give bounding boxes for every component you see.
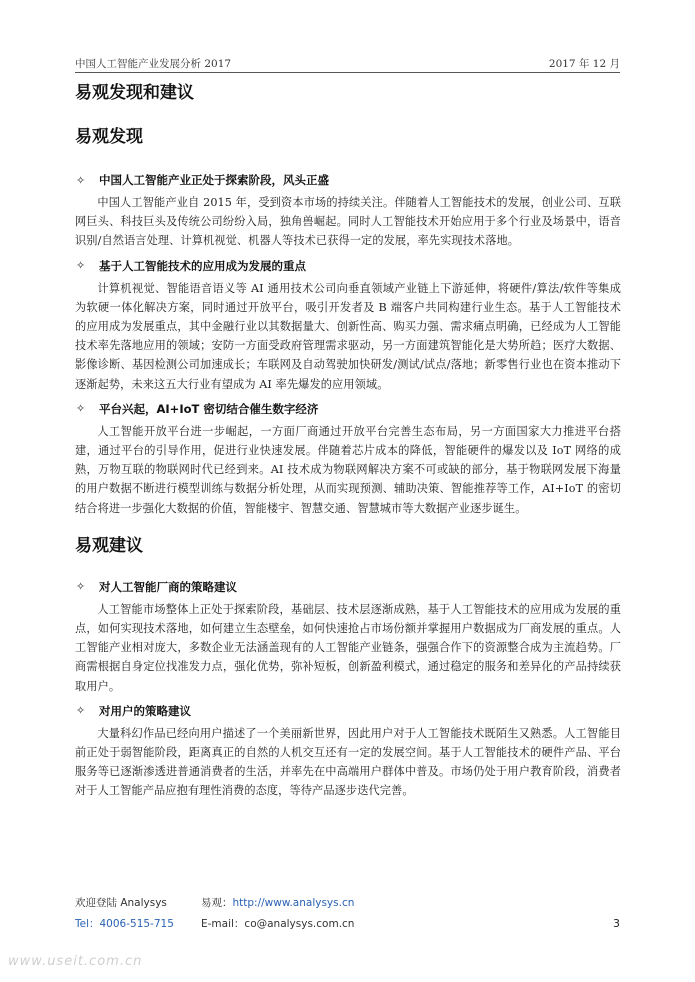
- diamond-bullet-icon: ✧: [76, 259, 86, 273]
- footer-site-label: 易观：: [201, 897, 233, 909]
- footer-tel[interactable]: Tel：4006-515-715: [75, 918, 174, 930]
- suggestion-heading-2: [75, 700, 621, 722]
- footer-site: [201, 895, 620, 910]
- suggestions-title: 易观建议: [75, 535, 143, 556]
- suggestion-heading-text: 对用户的策略建议: [99, 703, 191, 718]
- page-number: 3: [613, 917, 620, 930]
- suggestion-paragraph-2: 大量科幻作品已经向用户描述了一个美丽新世界，因此用户对于人工智能技术既陌生又熟悉。人工智能目前正处于弱智能阶段，距离真正的自然的人机交互还有一定的发展空间。基于人工智能技术的硬件产品、平台服务等已逐渐渗透进普通消费者的生活，并率先在中高端用户群体中普及。市场仍处于用户教育阶段，消费者对于人工智能产品应抱有理性消费的态度，等待产品逐步迭代完善。: [75, 726, 621, 798]
- header-title: 中国人工智能产业发展分析 2017: [75, 58, 232, 70]
- diamond-bullet-icon: ✧: [76, 402, 86, 416]
- diamond-bullet-icon: ✧: [76, 173, 86, 187]
- suggestion-paragraph-1: 人工智能市场整体上正处于探索阶段，基础层、技术层逐渐成熟，基于人工智能技术的应用成为发展的重点，如何实现技术落地，如何建立生态壁垒，如何快速抢占市场份额并掌握用户数据成为厂商发展的重点。人工智能产业相对庞大，多数企业无法涵盖现有的人工智能产业链条，强强合作下的资源整合成为主流趋势。厂商需根据自身定位找准发力点，强化优势，弥补短板，创新盈利模式，通过稳定的服务和差异化的产品持续获取用户。: [75, 602, 621, 693]
- finding-heading-1: [75, 169, 621, 191]
- finding-paragraph-2: 计算机视觉、智能语音语义等 AI 通用技术公司向垂直领域产业链上下游延伸，将硬件/算法/软件等集成为软硬一体化解决方案，同时通过开放平台，吸引开发者及 B 端客户共同构建行业生态。基于人工智能技术的应用成为发展重点，其中金融行业以其数据量大、创新性高、购买力强、需求痛点明确，已经成为人工智能技术率先落地应用的领域；安防一方面受政府管理需求驱动，另一方面建筑智能化是大势所趋；医疗大数据、影像诊断、基因检测公司加速成长；车联网及自动驾驶加快研发/测试/试点/落地；新零售行业也在资本推动下逐渐起势，未来这五大行业有望成为 AI 率先爆发的应用领域。: [75, 281, 621, 391]
- finding-paragraph-3: 人工智能开放平台进一步崛起，一方面厂商通过开放平台完善生态布局，另一方面国家大力推进平台搭建，通过平台的引导作用，促进行业快速发展。伴随着芯片成本的降低，智能硬件的爆发以及 IoT 网络的成熟，万物互联的物联网时代已经到来。AI 技术成为物联网解决方案不可或缺的部分，基于物联网发展下海量的用户数据不断进行模型训练与数据分析处理，从而实现预测、辅助决策、智能推荐等工作，AI+IoT 的密切结合将进一步强化大数据的价值，智能楼宇、智慧交通、智慧城市等大数据产业逐步诞生。: [75, 424, 621, 515]
- page-footer: [75, 892, 620, 934]
- page-title: 易观发现和建议: [75, 83, 194, 103]
- finding-heading-text: 基于人工智能技术的应用成为发展的重点: [99, 258, 306, 273]
- finding-heading-text: 平台兴起，AI+IoT 密切结合催生数字经济: [99, 401, 319, 416]
- header-rule: [75, 72, 620, 73]
- footer-row-2: [75, 913, 620, 934]
- footer-row-1: [75, 892, 620, 913]
- suggestion-heading-text: 对人工智能厂商的策略建议: [99, 579, 237, 594]
- finding-heading-text: 中国人工智能产业正处于探索阶段，风头正盛: [99, 173, 329, 187]
- footer-welcome: 欢迎登陆 Analysys: [75, 897, 167, 909]
- finding-paragraph-1: 中国人工智能产业自 2015 年，受到资本市场的持续关注。伴随着人工智能技术的发展，创业公司、互联网巨头、科技巨头及传统公司纷纷入局，独角兽崛起。同时人工智能技术开始应用于多个行业及场景中，语音识别/自然语言处理、计算机视觉、机器人等技术已获得一定的发展，率先实现技术落地。: [75, 196, 621, 248]
- running-header: [75, 57, 620, 71]
- header-date: 2017 年 12 月: [548, 58, 620, 70]
- footer-site-link[interactable]: http://www.analysys.cn: [232, 897, 355, 909]
- diamond-bullet-icon: ✧: [76, 580, 86, 594]
- page-body: [75, 76, 621, 801]
- finding-heading-3: [75, 398, 621, 420]
- suggestion-heading-1: [75, 576, 621, 598]
- diamond-bullet-icon: ✧: [76, 704, 86, 718]
- finding-heading-2: [75, 255, 621, 277]
- watermark: www.useit.com.cn: [8, 954, 143, 969]
- footer-email[interactable]: E-mail：co@analysys.com.cn: [201, 918, 355, 930]
- findings-title: 易观发现: [75, 127, 143, 147]
